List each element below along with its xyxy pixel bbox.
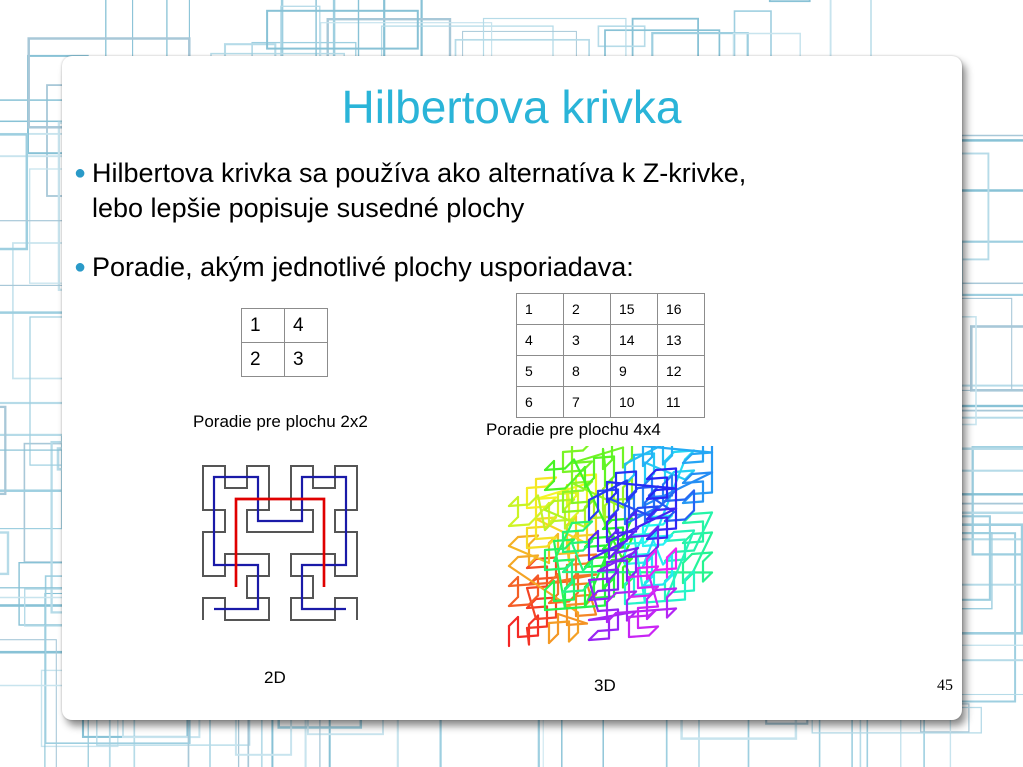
table-cell: 13 [658,325,705,356]
table-cell: 12 [658,356,705,387]
hilbert-3d-segment [509,617,518,626]
slide-title: Hilbertova krivka [341,81,682,133]
hilbert-3d-segment [545,469,565,471]
page-number: 45 [937,677,953,694]
hilbert-3d-segment [629,556,649,558]
hilbert-3d-segment [563,531,583,533]
table-cell: 5 [517,356,564,387]
label-3d: 3D [594,676,616,695]
hilbert-3d-segment [647,478,667,480]
table-cell: 1 [242,309,285,343]
hilbert-3d-segment [572,522,592,524]
hilbert-3d-segment [545,489,565,491]
hilbert-3d-segment [589,639,609,641]
table-row [517,294,705,325]
round-bullet-icon: ● [74,162,87,184]
background-line [0,533,8,574]
hilbert-3d-segment [589,599,609,601]
hilbert-3d-segment [638,507,658,509]
hilbert-3d-segment [569,633,578,642]
round-bullet-icon: ● [74,256,87,278]
hilbert-3d-segment [703,573,712,582]
bullet-1-text [92,156,746,226]
hilbert-3d-segment [638,587,658,589]
hilbert-3d-segment [563,511,583,513]
hilbert-3d-segment [563,451,583,453]
table-cell: 14 [611,325,658,356]
hilbert-order-3-path [203,466,357,620]
background-line [770,0,810,1]
hilbert-3d-segment [509,605,529,607]
hilbert-3d-segment [549,634,558,643]
hilbert-order-2-path [214,477,346,609]
table-cell: 11 [658,387,705,418]
hilbert-3d-segment [683,522,703,524]
hilbert-3d-segment [629,596,649,598]
order-table-4x4 [516,293,705,418]
table-row [242,343,328,377]
table-cell: 2 [564,294,611,325]
hilbert-3d-segment [629,636,649,638]
hilbert-3d-segment [509,557,518,566]
order-table-2x2 [241,308,328,377]
bullet-1-line-1: Hilbertova krivka sa používa ako alternatíva k Z-krivke, [92,158,747,188]
table-cell: 6 [517,387,564,418]
hilbert-3d-segment [616,592,636,594]
hilbert-3d-segment [647,498,667,500]
hilbert-3d-segment [629,536,649,538]
caption-4x4: Poradie pre plochu 4x4 [486,420,661,439]
table-cell: 1 [517,294,564,325]
hilbert-3d-segment [683,462,703,464]
hilbert-3d-segment [589,579,609,581]
hilbert-3d-segment [616,472,636,474]
background-line [971,327,1023,391]
hilbert-3d-segment [536,618,556,620]
background-line [0,640,56,767]
table-cell: 2 [242,343,285,377]
hilbert-3d-segment [549,622,569,624]
hilbert-3d-segment [563,591,583,593]
hilbert-3d-segment [692,513,712,515]
bullet-1-line-2: lebo lepšie popisuje susedné plochy [92,193,525,223]
background-line [0,134,27,249]
hilbert-3d-segment [643,545,663,547]
table-cell: 7 [564,387,611,418]
table-row [517,325,705,356]
hilbert-curve-2d-image [190,455,370,631]
hilbert-3d-segment [576,555,596,557]
hilbert-curve-3d-image [493,446,729,660]
background-line [384,0,421,63]
background-line [134,716,261,767]
hilbert-3d-segment [536,538,556,540]
table-cell: 9 [611,356,658,387]
hilbert-3d-segment [563,551,583,553]
table-cell: 3 [564,325,611,356]
hilbert-3d-segment [527,547,547,549]
hilbert-3d-segment [554,560,574,562]
background-line [189,715,249,767]
hilbert-3d-segment [583,446,592,451]
hilbert-3d-segment [527,487,547,489]
hilbert-3d-segment [663,456,672,465]
hilbert-3d-segment [625,600,685,605]
label-2d: 2D [264,668,286,687]
hilbert-3d-segment [509,537,518,546]
hilbert-3d-segment [638,627,658,629]
table-cell: 4 [285,309,328,343]
hilbert-3d-segment [656,469,676,471]
hilbert-3d-segment [674,531,694,533]
table-cell: 10 [611,387,658,418]
table-cell: 4 [517,325,564,356]
hilbert-3d-segment [598,570,618,572]
table-cell: 15 [611,294,658,325]
table-cell: 8 [564,356,611,387]
hilbert-3d-segment [509,525,529,527]
hilbert-3d-segment [545,569,565,571]
hilbert-3d-segment [509,505,529,507]
hilbert-3d-segment [656,589,676,591]
table-row [517,387,705,418]
background-line [962,242,1023,295]
bullet-2-text: Poradie, akým jednotlivé plochy usporiadava: [92,252,634,282]
background-line [236,716,291,755]
table-row [517,356,705,387]
table-cell: 3 [285,343,328,377]
table-row [242,309,328,343]
table-cell: 16 [658,294,705,325]
hilbert-order-1-path [236,499,324,587]
caption-2x2: Poradie pre plochu 2x2 [193,412,368,431]
hilbert-3d-segment [638,607,658,609]
hilbert-3d-segment [527,627,547,629]
hilbert-3d-segment [694,513,712,551]
hilbert-3d-segment [594,457,614,459]
